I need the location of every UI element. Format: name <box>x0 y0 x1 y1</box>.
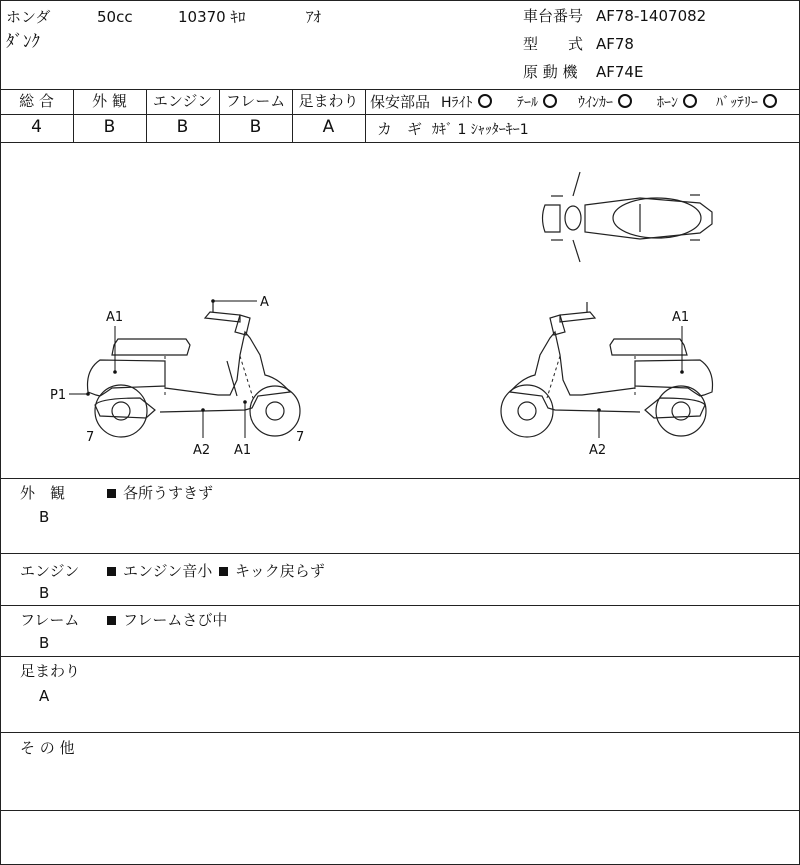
grade-frame-value: B <box>249 117 262 137</box>
label-7: 7 <box>296 430 305 445</box>
bullet-square-icon <box>107 616 116 625</box>
divider <box>0 732 800 733</box>
bullet-square-icon <box>107 567 116 576</box>
section-grade: B <box>39 508 50 526</box>
bullet-square-icon <box>219 567 228 576</box>
section-title: 足まわり <box>20 662 81 680</box>
maker: ホンダ <box>6 8 51 26</box>
section-title: そ の 他 <box>20 739 75 757</box>
grade-engine-label: エンジン <box>152 92 213 110</box>
keys-label: カ ギ <box>377 120 423 138</box>
section-grade: A <box>39 687 50 705</box>
divider <box>0 810 800 811</box>
winker-label: ｳｲﾝｶｰ <box>578 95 613 111</box>
section-note: 各所うすきず <box>107 484 213 502</box>
type-value: AF78 <box>596 35 634 53</box>
engine-label: 原 動 機 <box>523 63 578 81</box>
section-grade: B <box>39 634 50 652</box>
mileage: 10370 ｷﾛ <box>178 8 246 26</box>
grade-exterior-label: 外 観 <box>92 92 127 110</box>
horn-label: ﾎｰﾝ <box>657 95 678 111</box>
label-a1: A1 <box>234 443 252 458</box>
label-7: 7 <box>86 430 95 445</box>
section-note: キック戻らず <box>219 562 325 580</box>
section-title: フレーム <box>20 611 80 629</box>
grade-suspension-label: 足まわり <box>298 92 359 110</box>
left-view-panel-lines <box>165 356 253 398</box>
headlight-label: Hﾗｲﾄ <box>441 95 473 111</box>
frame-no: AF78-1407082 <box>596 7 707 25</box>
label-a1: A1 <box>672 310 690 325</box>
color: ｱｵ <box>306 8 322 26</box>
displacement: 50cc <box>97 8 133 26</box>
top-view-scooter <box>543 172 713 262</box>
divider <box>0 656 800 657</box>
grade-exterior-value: B <box>103 117 116 137</box>
section-note: エンジン音小 <box>107 562 212 580</box>
label-a2: A2 <box>193 443 211 458</box>
bullet-square-icon <box>107 489 116 498</box>
label-a2: A2 <box>589 443 607 458</box>
section-note: フレームさび中 <box>107 611 227 629</box>
section-grade: B <box>39 584 50 602</box>
grade-overall-value: 4 <box>31 117 42 137</box>
right-view-panel-lines <box>547 356 635 398</box>
grade-frame-label: フレーム <box>225 92 286 110</box>
label-p1: P1 <box>50 388 67 403</box>
divider <box>0 553 800 554</box>
label-a: A <box>260 295 269 310</box>
frame-no-label: 車台番号 <box>523 7 584 25</box>
grade-overall-label: 総 合 <box>19 92 54 110</box>
type-label: 型 式 <box>523 35 584 53</box>
model-name: ﾀﾞﾝｸ <box>6 32 40 52</box>
engine-value: AF74E <box>596 63 644 81</box>
leader-lines <box>69 301 682 438</box>
divider <box>0 605 800 606</box>
battery-label: ﾊﾞｯﾃﾘｰ <box>716 95 758 111</box>
grade-suspension-value: A <box>322 117 335 137</box>
tail-label: ﾃｰﾙ <box>517 95 538 111</box>
section-title: エンジン <box>20 562 80 580</box>
grade-engine-value: B <box>176 117 189 137</box>
section-title: 外 観 <box>20 484 66 502</box>
label-a1: A1 <box>106 310 124 325</box>
divider <box>0 478 800 479</box>
keys-value: ｶｷﾞ 1 ｼｬｯﾀｰｷｰ1 <box>432 122 529 138</box>
safety-label: 保安部品 <box>370 93 431 111</box>
